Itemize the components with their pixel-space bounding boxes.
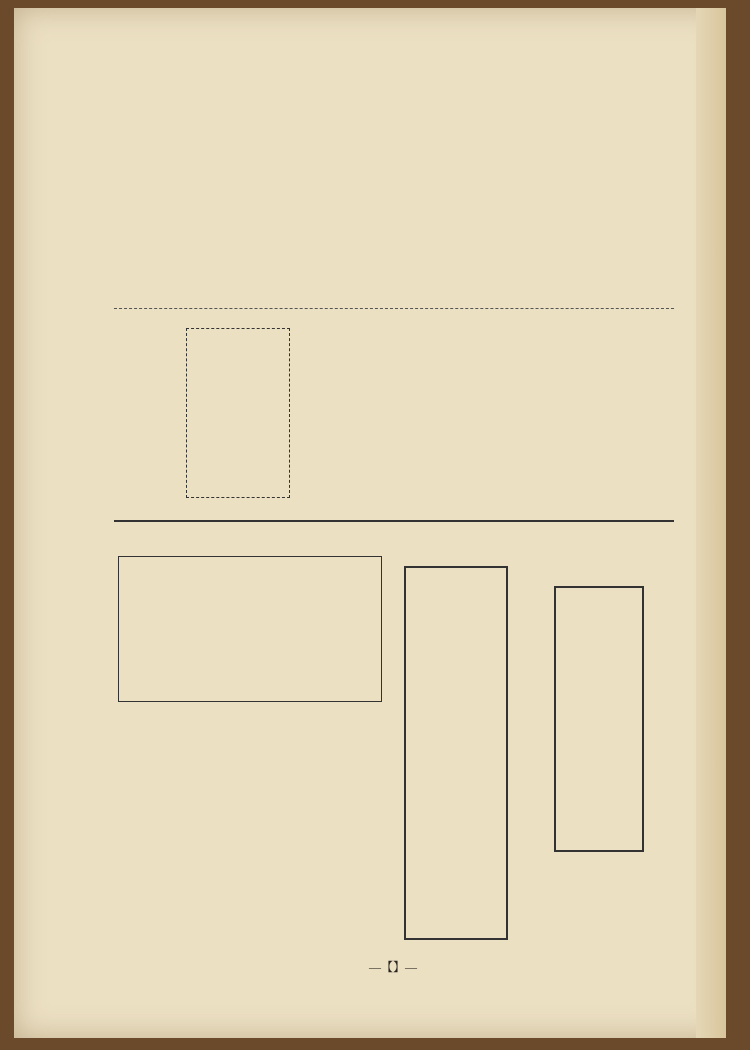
page-edge: [696, 8, 726, 1038]
section-divider: [114, 520, 674, 522]
top-text-block: [69, 96, 664, 516]
english-colophon-box: [118, 556, 382, 702]
yearbook-ad-box: [554, 586, 644, 852]
colophon-sales: [146, 776, 190, 906]
recruit-box: [404, 566, 508, 940]
upper-divider: [114, 308, 674, 309]
notice-box: [186, 328, 290, 498]
page-sheet: [14, 8, 726, 1038]
page-number: —【】—: [369, 960, 418, 974]
japanese-colophon: [134, 708, 390, 938]
